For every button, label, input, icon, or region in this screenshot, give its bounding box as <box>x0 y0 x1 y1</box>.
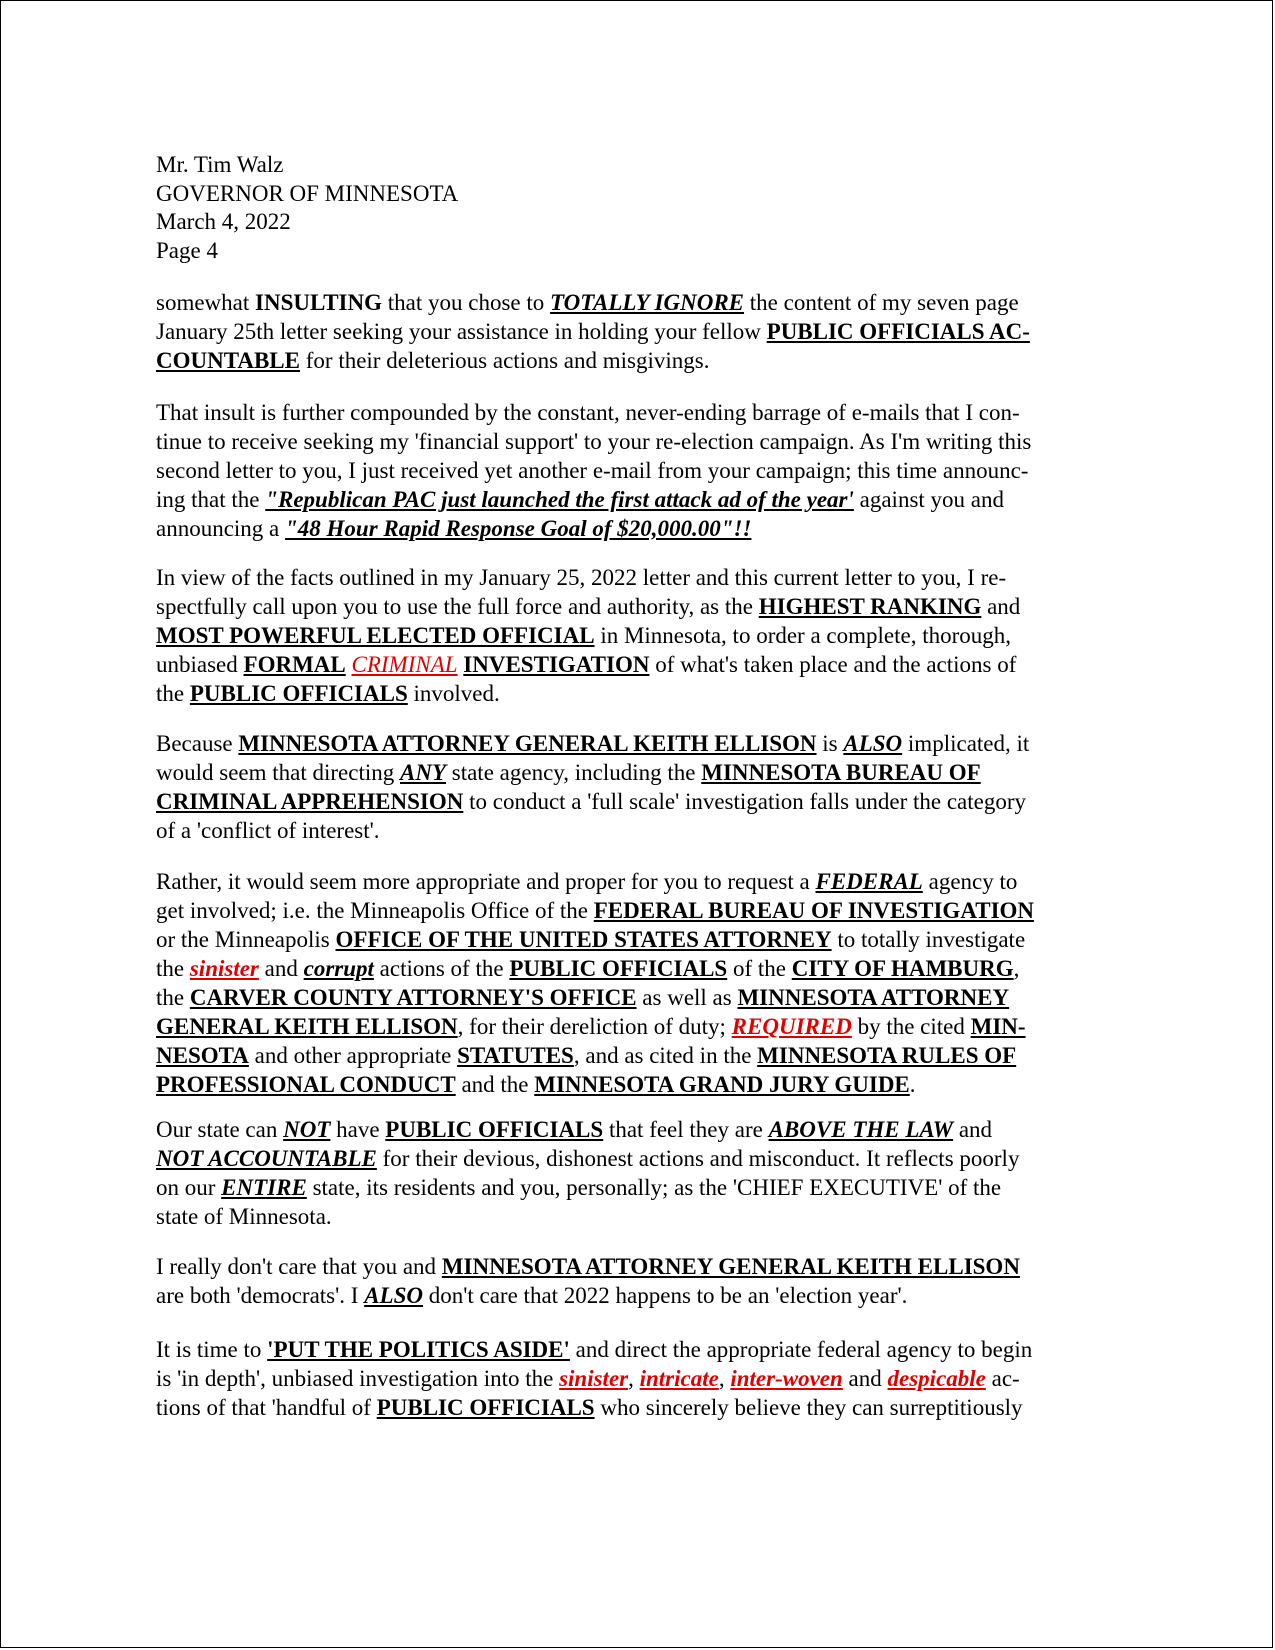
body-text: in Minnesota, to order a complete, thorough, <box>594 623 1012 648</box>
body-text: tions of that 'handful of <box>156 1395 377 1420</box>
text-line <box>156 398 1114 427</box>
emphasis-text: MOST POWERFUL ELECTED OFFICIAL <box>156 623 595 648</box>
emphasis-text: FORMAL <box>243 652 346 677</box>
emphasis-text: MINNESOTA RULES OF <box>757 1043 1017 1068</box>
emphasis-text: COUNTABLE <box>156 348 300 373</box>
text-line <box>156 679 1114 708</box>
text-line <box>156 317 1114 346</box>
text-line <box>156 485 1114 514</box>
body-text: as well as <box>636 985 738 1010</box>
emphasis-text: PUBLIC OFFICIALS AC- <box>766 319 1030 344</box>
body-text: . <box>909 1072 916 1097</box>
body-text: somewhat <box>156 290 256 315</box>
emphasis-text: GENERAL KEITH ELLISON <box>156 1014 458 1039</box>
body-text: the content of my seven page <box>744 290 1019 315</box>
emphasis-text: ENTIRE <box>221 1175 307 1200</box>
body-text: for their deleterious actions and misgivings. <box>300 348 710 373</box>
body-text: the <box>156 681 190 706</box>
paragraph-emails <box>156 398 1114 543</box>
body-text: that you chose to <box>382 290 550 315</box>
text-line <box>156 346 1114 375</box>
body-text: January 25th letter seeking your assistance in holding your fellow <box>156 319 767 344</box>
body-text: , <box>628 1366 640 1391</box>
body-text: second letter to you, I just received yet another e-mail from your campaign; this time announc- <box>156 458 1029 483</box>
body-text: , and as cited in the <box>573 1043 758 1068</box>
emphasis-text: MINNESOTA ATTORNEY GENERAL KEITH ELLISON <box>441 1254 1020 1279</box>
body-text: of what's taken place and the actions of <box>649 652 1017 677</box>
text-line <box>156 563 1114 592</box>
emphasis-text: "Republican PAC just launched the first attack ad of the year' <box>265 487 854 512</box>
emphasis-text: 'PUT THE POLITICS ASIDE' <box>267 1337 570 1362</box>
paragraph-investigation-request <box>156 563 1114 708</box>
emphasis-text: OFFICE OF THE UNITED STATES ATTORNEY <box>335 927 832 952</box>
body-text: actions of the <box>373 956 510 981</box>
body-text: ing that the <box>156 487 266 512</box>
body-text: announcing a <box>156 516 286 541</box>
emphasis-text: MIN- <box>970 1014 1026 1039</box>
text-line <box>156 896 1114 925</box>
body-text: is <box>816 731 844 756</box>
emphasis-text: NOT ACCOUNTABLE <box>156 1146 377 1171</box>
body-text: and <box>981 594 1021 619</box>
emphasis-text: TOTALLY IGNORE <box>550 290 745 315</box>
body-text: for their devious, dishonest actions and misconduct. It reflects poorly <box>376 1146 1020 1171</box>
emphasis-text: PUBLIC OFFICIALS <box>376 1395 595 1420</box>
text-line <box>156 1012 1114 1041</box>
text-line <box>156 650 1114 679</box>
emphasis-text: NESOTA <box>156 1043 249 1068</box>
text-line <box>156 1281 1114 1310</box>
body-text: that feel they are <box>603 1117 769 1142</box>
emphasis-text: INVESTIGATION <box>463 652 650 677</box>
body-text: , <box>1013 956 1020 981</box>
body-text: I really don't care that you and <box>156 1254 442 1279</box>
body-text: and direct the appropriate federal agency to begin <box>569 1337 1033 1362</box>
body-text: against you and <box>853 487 1004 512</box>
paragraph-attorney-general <box>156 729 1114 845</box>
recipient-name: Mr. Tim Walz <box>156 152 284 177</box>
text-line <box>156 1041 1114 1070</box>
emphasis-text: CARVER COUNTY ATTORNEY'S OFFICE <box>189 985 637 1010</box>
body-text: and the <box>455 1072 535 1097</box>
body-text: That insult is further compounded by the constant, never-ending barrage of e-mails that I con- <box>156 400 1020 425</box>
emphasis-text: ALSO <box>843 731 903 756</box>
text-line <box>156 621 1114 650</box>
body-text: Our state can <box>156 1117 284 1142</box>
body-text: and other appropriate <box>248 1043 458 1068</box>
body-text: is 'in depth', unbiased investigation into the <box>156 1366 560 1391</box>
body-text: have <box>330 1117 386 1142</box>
body-text: state of Minnesota. <box>156 1204 332 1229</box>
text-line <box>156 288 1114 317</box>
emphasis-text: ANY <box>400 760 446 785</box>
body-text: and <box>842 1366 888 1391</box>
emphasis-red-text: inter-woven <box>730 1366 843 1391</box>
body-text: are both 'democrats'. I <box>156 1283 365 1308</box>
body-text: the <box>156 985 190 1010</box>
text-line <box>156 1173 1114 1202</box>
body-text: involved. <box>407 681 500 706</box>
text-line <box>156 427 1114 456</box>
body-text: ac- <box>985 1366 1020 1391</box>
body-text: unbiased <box>156 652 244 677</box>
emphasis-text: ALSO <box>364 1283 423 1308</box>
emphasis-text: PROFESSIONAL CONDUCT <box>156 1072 456 1097</box>
paragraph-politics-aside <box>156 1335 1114 1422</box>
body-text: to totally investigate <box>831 927 1026 952</box>
letter-date: March 4, 2022 <box>156 209 291 234</box>
emphasis-red-text: intricate <box>639 1366 719 1391</box>
body-text: of the <box>727 956 792 981</box>
emphasis-text: MINNESOTA BUREAU OF <box>701 760 981 785</box>
emphasis-text: corrupt <box>303 956 374 981</box>
body-text: spectfully call upon you to use the full force and authority, as the <box>156 594 759 619</box>
text-line <box>156 925 1114 954</box>
paragraph-federal-agency <box>156 867 1114 1099</box>
body-text: would seem that directing <box>156 760 400 785</box>
body-text: Because <box>156 731 239 756</box>
text-line <box>156 1144 1114 1173</box>
body-text: tinue to receive seeking my 'financial support' to your re-election campaign. As I'm writing this <box>156 429 1032 454</box>
body-text: implicated, it <box>902 731 1030 756</box>
body-text: and <box>258 956 304 981</box>
body-text: It is time to <box>156 1337 268 1362</box>
emphasis-text: FEDERAL <box>815 869 923 894</box>
emphasis-text: NOT <box>283 1117 331 1142</box>
emphasis-text: HIGHEST RANKING <box>758 594 982 619</box>
text-line <box>156 1364 1114 1393</box>
body-text: of a 'conflict of interest'. <box>156 818 380 843</box>
text-line <box>156 787 1114 816</box>
body-text: and <box>953 1117 993 1142</box>
emphasis-text: PUBLIC OFFICIALS <box>385 1117 604 1142</box>
paragraph-insulting <box>156 288 1114 375</box>
emphasis-text: PUBLIC OFFICIALS <box>509 956 728 981</box>
body-text: agency to <box>922 869 1018 894</box>
emphasis-text: "48 Hour Rapid Response Goal of $20,000.00"!! <box>285 516 752 541</box>
body-text: get involved; i.e. the Minneapolis Office of the <box>156 898 594 923</box>
body-text: don't care that 2022 happens to be an 'election year'. <box>422 1283 908 1308</box>
emphasis-text: MINNESOTA ATTORNEY <box>737 985 1010 1010</box>
body-text: to conduct a 'full scale' investigation falls under the category <box>463 789 1027 814</box>
text-line <box>156 456 1114 485</box>
body-text: or the Minneapolis <box>156 927 336 952</box>
emphasis-text: INSULTING <box>255 290 382 315</box>
body-text: state agency, including the <box>446 760 702 785</box>
text-line <box>156 1115 1114 1144</box>
emphasis-text: CRIMINAL APPREHENSION <box>156 789 464 814</box>
emphasis-text: MINNESOTA GRAND JURY GUIDE <box>534 1072 910 1097</box>
text-line <box>156 954 1114 983</box>
emphasis-red-text: CRIMINAL <box>351 652 458 677</box>
text-line <box>156 1393 1114 1422</box>
text-line <box>156 1252 1114 1281</box>
text-line <box>156 1202 1114 1231</box>
body-text: Rather, it would seem more appropriate and proper for you to request a <box>156 869 816 894</box>
body-text: by the cited <box>851 1014 971 1039</box>
emphasis-text: CITY OF HAMBURG <box>791 956 1014 981</box>
text-line <box>156 729 1114 758</box>
emphasis-red-text: sinister <box>189 956 259 981</box>
text-line <box>156 816 1114 845</box>
text-line <box>156 1070 1114 1099</box>
emphasis-text: MINNESOTA ATTORNEY GENERAL KEITH ELLISON <box>238 731 817 756</box>
body-text: , <box>718 1366 731 1391</box>
emphasis-text: FEDERAL BUREAU OF INVESTIGATION <box>593 898 1035 923</box>
body-text: on our <box>156 1175 222 1200</box>
emphasis-text: STATUTES <box>457 1043 574 1068</box>
recipient-title: GOVERNOR OF MINNESOTA <box>156 180 459 206</box>
body-text: state, its residents and you, personally; as the 'CHIEF EXECUTIVE' of the <box>306 1175 1002 1200</box>
body-text: In view of the facts outlined in my January 25, 2022 letter and this current letter to you, I re- <box>156 565 1007 590</box>
emphasis-red-text: REQUIRED <box>731 1014 852 1039</box>
paragraph-democrats <box>156 1252 1114 1310</box>
body-text: , for their dereliction of duty; <box>457 1014 732 1039</box>
text-line <box>156 1335 1114 1364</box>
body-text: the <box>156 956 190 981</box>
emphasis-red-text: sinister <box>559 1366 629 1391</box>
emphasis-text: PUBLIC OFFICIALS <box>189 681 408 706</box>
letter-header <box>156 151 458 265</box>
paragraph-above-the-law <box>156 1115 1114 1231</box>
emphasis-red-text: despicable <box>887 1366 986 1391</box>
text-line <box>156 758 1114 787</box>
body-text: who sincerely believe they can surreptitiously <box>594 1395 1023 1420</box>
emphasis-text: ABOVE THE LAW <box>768 1117 954 1142</box>
text-line <box>156 514 1114 543</box>
text-line <box>156 592 1114 621</box>
text-line <box>156 867 1114 896</box>
text-line <box>156 983 1114 1012</box>
page-number: Page 4 <box>156 237 218 263</box>
